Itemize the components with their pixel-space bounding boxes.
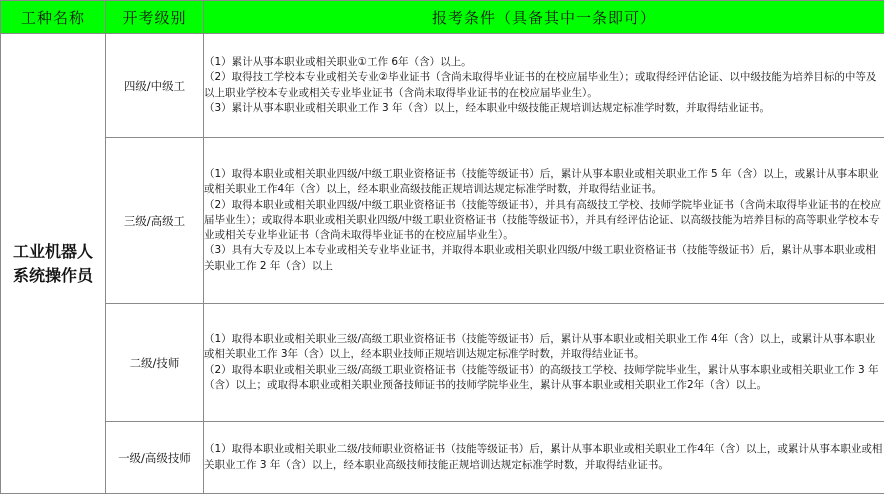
condition-item: （3）具有大专及以上本专业或相关专业毕业证书，并取得本职业或相关职业四级/中级工职业资格证书（技能等级证书）后，累计从事本职业或相关职业工作 2 年（含）以上 (204, 244, 876, 272)
condition-item: （2）取得技工学校本专业或相关专业②毕业证书（含尚未取得毕业证书的在校应届毕业生）；或取得经评估论证、以中级技能为培养目标的中等及以上职业学校本专业或相关专业毕业证书（含尚未取得毕业证书的在校应届毕业生）。 (204, 71, 877, 99)
condition-item: （3）累计从事本职业或相关职业工作 3 年（含）以上，经本职业中级技能正规培训达规定标准学时数，并取得结业证书。 (204, 101, 771, 114)
table-row (1, 138, 884, 304)
condition-item: （1）累计从事本职业或相关职业①工作 6年（含）以上。 (204, 56, 472, 69)
condition-item: （2）取得本职业或相关职业四级/中级工职业资格证书（技能等级证书），并具有高级技工学校、技师学院毕业证书（含尚未取得毕业证书的在校应届毕业生）；或取得本职业或相关职业四级/中级工职业资格证书（技能等级证书），并具有经评估论证、以高级技能为培养目标的高等职业学校本专业或相关专业毕业证书（含尚未取得毕业证书的在校应届毕业生）。 (204, 198, 881, 242)
level-cell: 一级/高级技师 (106, 422, 204, 494)
conditions-cell (204, 304, 884, 422)
occupation-name-cell (1, 34, 106, 494)
level-cell: 二级/技师 (106, 304, 204, 422)
header-conditions: 报考条件（具备其中一条即可） (204, 1, 884, 34)
table-row (1, 422, 884, 494)
header-level: 开考级别 (106, 1, 204, 34)
condition-item: （1）取得本职业或相关职业四级/中级工职业资格证书（技能等级证书）后，累计从事本职业或相关职业工作 5 年（含）以上，或累计从事本职业或相关职业工作4年（含）以上，经本职业高级技能正规培训达规定标准学时数，并取得结业证书。 (204, 168, 879, 196)
condition-item: （1）取得本职业或相关职业三级/高级工职业资格证书（技能等级证书）后，累计从事本职业或相关职业工作 4年（含）以上，或累计从事本职业或相关职业工作 3年（含）以上，经本职业技师正规培训达规定标准学时数，并取得结业证书。 (204, 333, 876, 361)
header-occupation: 工种名称 (1, 1, 106, 34)
conditions-cell (204, 138, 884, 304)
level-cell: 三级/高级工 (106, 138, 204, 304)
header-row (1, 1, 884, 34)
level-cell: 四级/中级工 (106, 34, 204, 138)
conditions-cell (204, 422, 884, 494)
occupation-name-line: 工业机器人 (12, 241, 93, 261)
condition-item: （2）取得本职业或相关职业三级/高级工职业资格证书（技能等级证书）的高级技工学校、技师学院毕业生，累计从事本职业或相关职业工作 3 年（含）以上；或取得本职业或相关职业预备技师证书的技师学院毕业生，累计从事本职业或相关职业工作2年（含）以上。 (204, 363, 879, 391)
condition-item: （1）取得本职业或相关职业二级/技师职业资格证书（技能等级证书）后，累计从事本职业或相关职业工作4年（含）以上，或累计从事本职业或相关职业工作 3 年（含）以上，经本职业高级技师技能正规培训达规定标准学时数，并取得结业证书。 (204, 443, 883, 471)
conditions-cell (204, 34, 884, 138)
table-row (1, 34, 884, 138)
table-row (1, 304, 884, 422)
occupation-name-line: 系统操作员 (12, 265, 93, 285)
